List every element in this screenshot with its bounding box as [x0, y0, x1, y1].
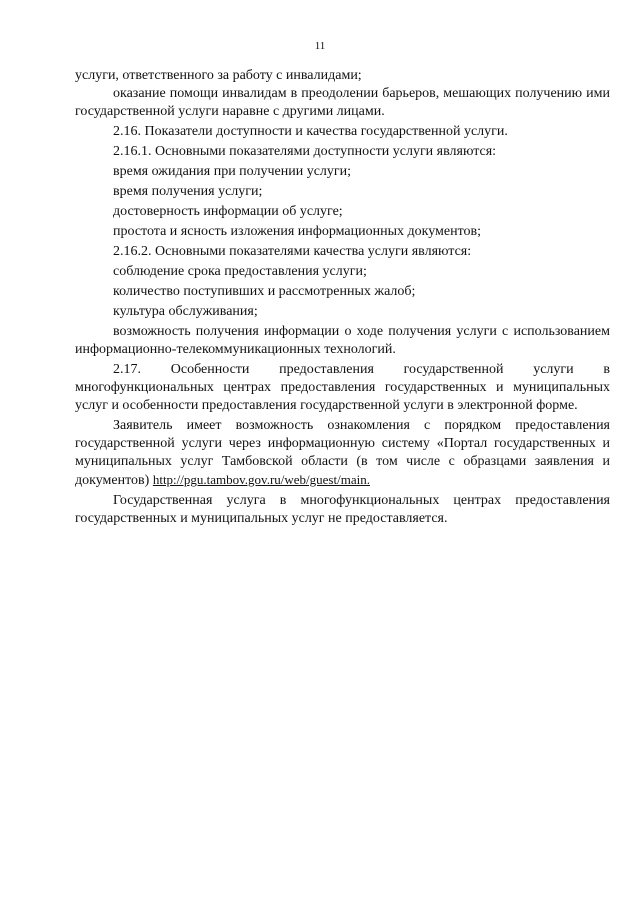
- section-2-17-heading: 2.17. Особенности предоставления государственной услуги в многофункциональных центрах предоставления государственных и муниципальных услуг и особенности предоставления государственной услуги в электронной форме.: [75, 362, 610, 413]
- list-item-info-reliability: достоверность информации об услуге;: [113, 204, 343, 219]
- list-item-receipt-time: время получения услуги;: [113, 184, 263, 199]
- final-paragraph: Государственная услуга в многофункциональных центрах предоставления государственных и муниципальных услуг не предоставляется.: [75, 493, 610, 526]
- section-2-16-2-heading: 2.16.2. Основными показателями качества услуги являются:: [113, 244, 472, 259]
- list-item-doc-clarity: простота и ясность изложения информационных документов;: [113, 224, 482, 239]
- paragraph-1: услуги, ответственного за работу с инвалидами;: [75, 68, 362, 83]
- portal-link[interactable]: http://pgu.tambov.gov.ru/web/guest/main.: [152, 472, 370, 487]
- paragraph-2: оказание помощи инвалидам в преодолении барьеров, мешающих получению ими государственной услуги наравне с другими лицами.: [75, 86, 610, 119]
- list-item-deadline-compliance: соблюдение срока предоставления услуги;: [113, 264, 367, 279]
- list-item-service-culture: культура обслуживания;: [113, 304, 258, 319]
- portal-paragraph: [75, 417, 610, 490]
- list-item-info-possibility: возможность получения информации о ходе получения услуги с использованием информационно-телекоммуникационных технологий.: [75, 324, 610, 357]
- document-body: [75, 67, 610, 528]
- section-2-16-heading: 2.16. Показатели доступности и качества государственной услуги.: [113, 124, 508, 139]
- page-number: 11: [314, 40, 326, 52]
- list-item-waiting-time: время ожидания при получении услуги;: [113, 164, 352, 179]
- list-item-complaints-count: количество поступивших и рассмотренных жалоб;: [113, 284, 416, 299]
- portal-paragraph-text: Заявитель имеет возможность ознакомления с порядком предоставления государственной услуги через информационную систему «Портал государственных и муниципальных услуг Тамбовской области (в том числе с образцами заявления и документов): [75, 418, 610, 488]
- section-2-16-1-heading: 2.16.1. Основными показателями доступности услуги являются:: [113, 144, 497, 159]
